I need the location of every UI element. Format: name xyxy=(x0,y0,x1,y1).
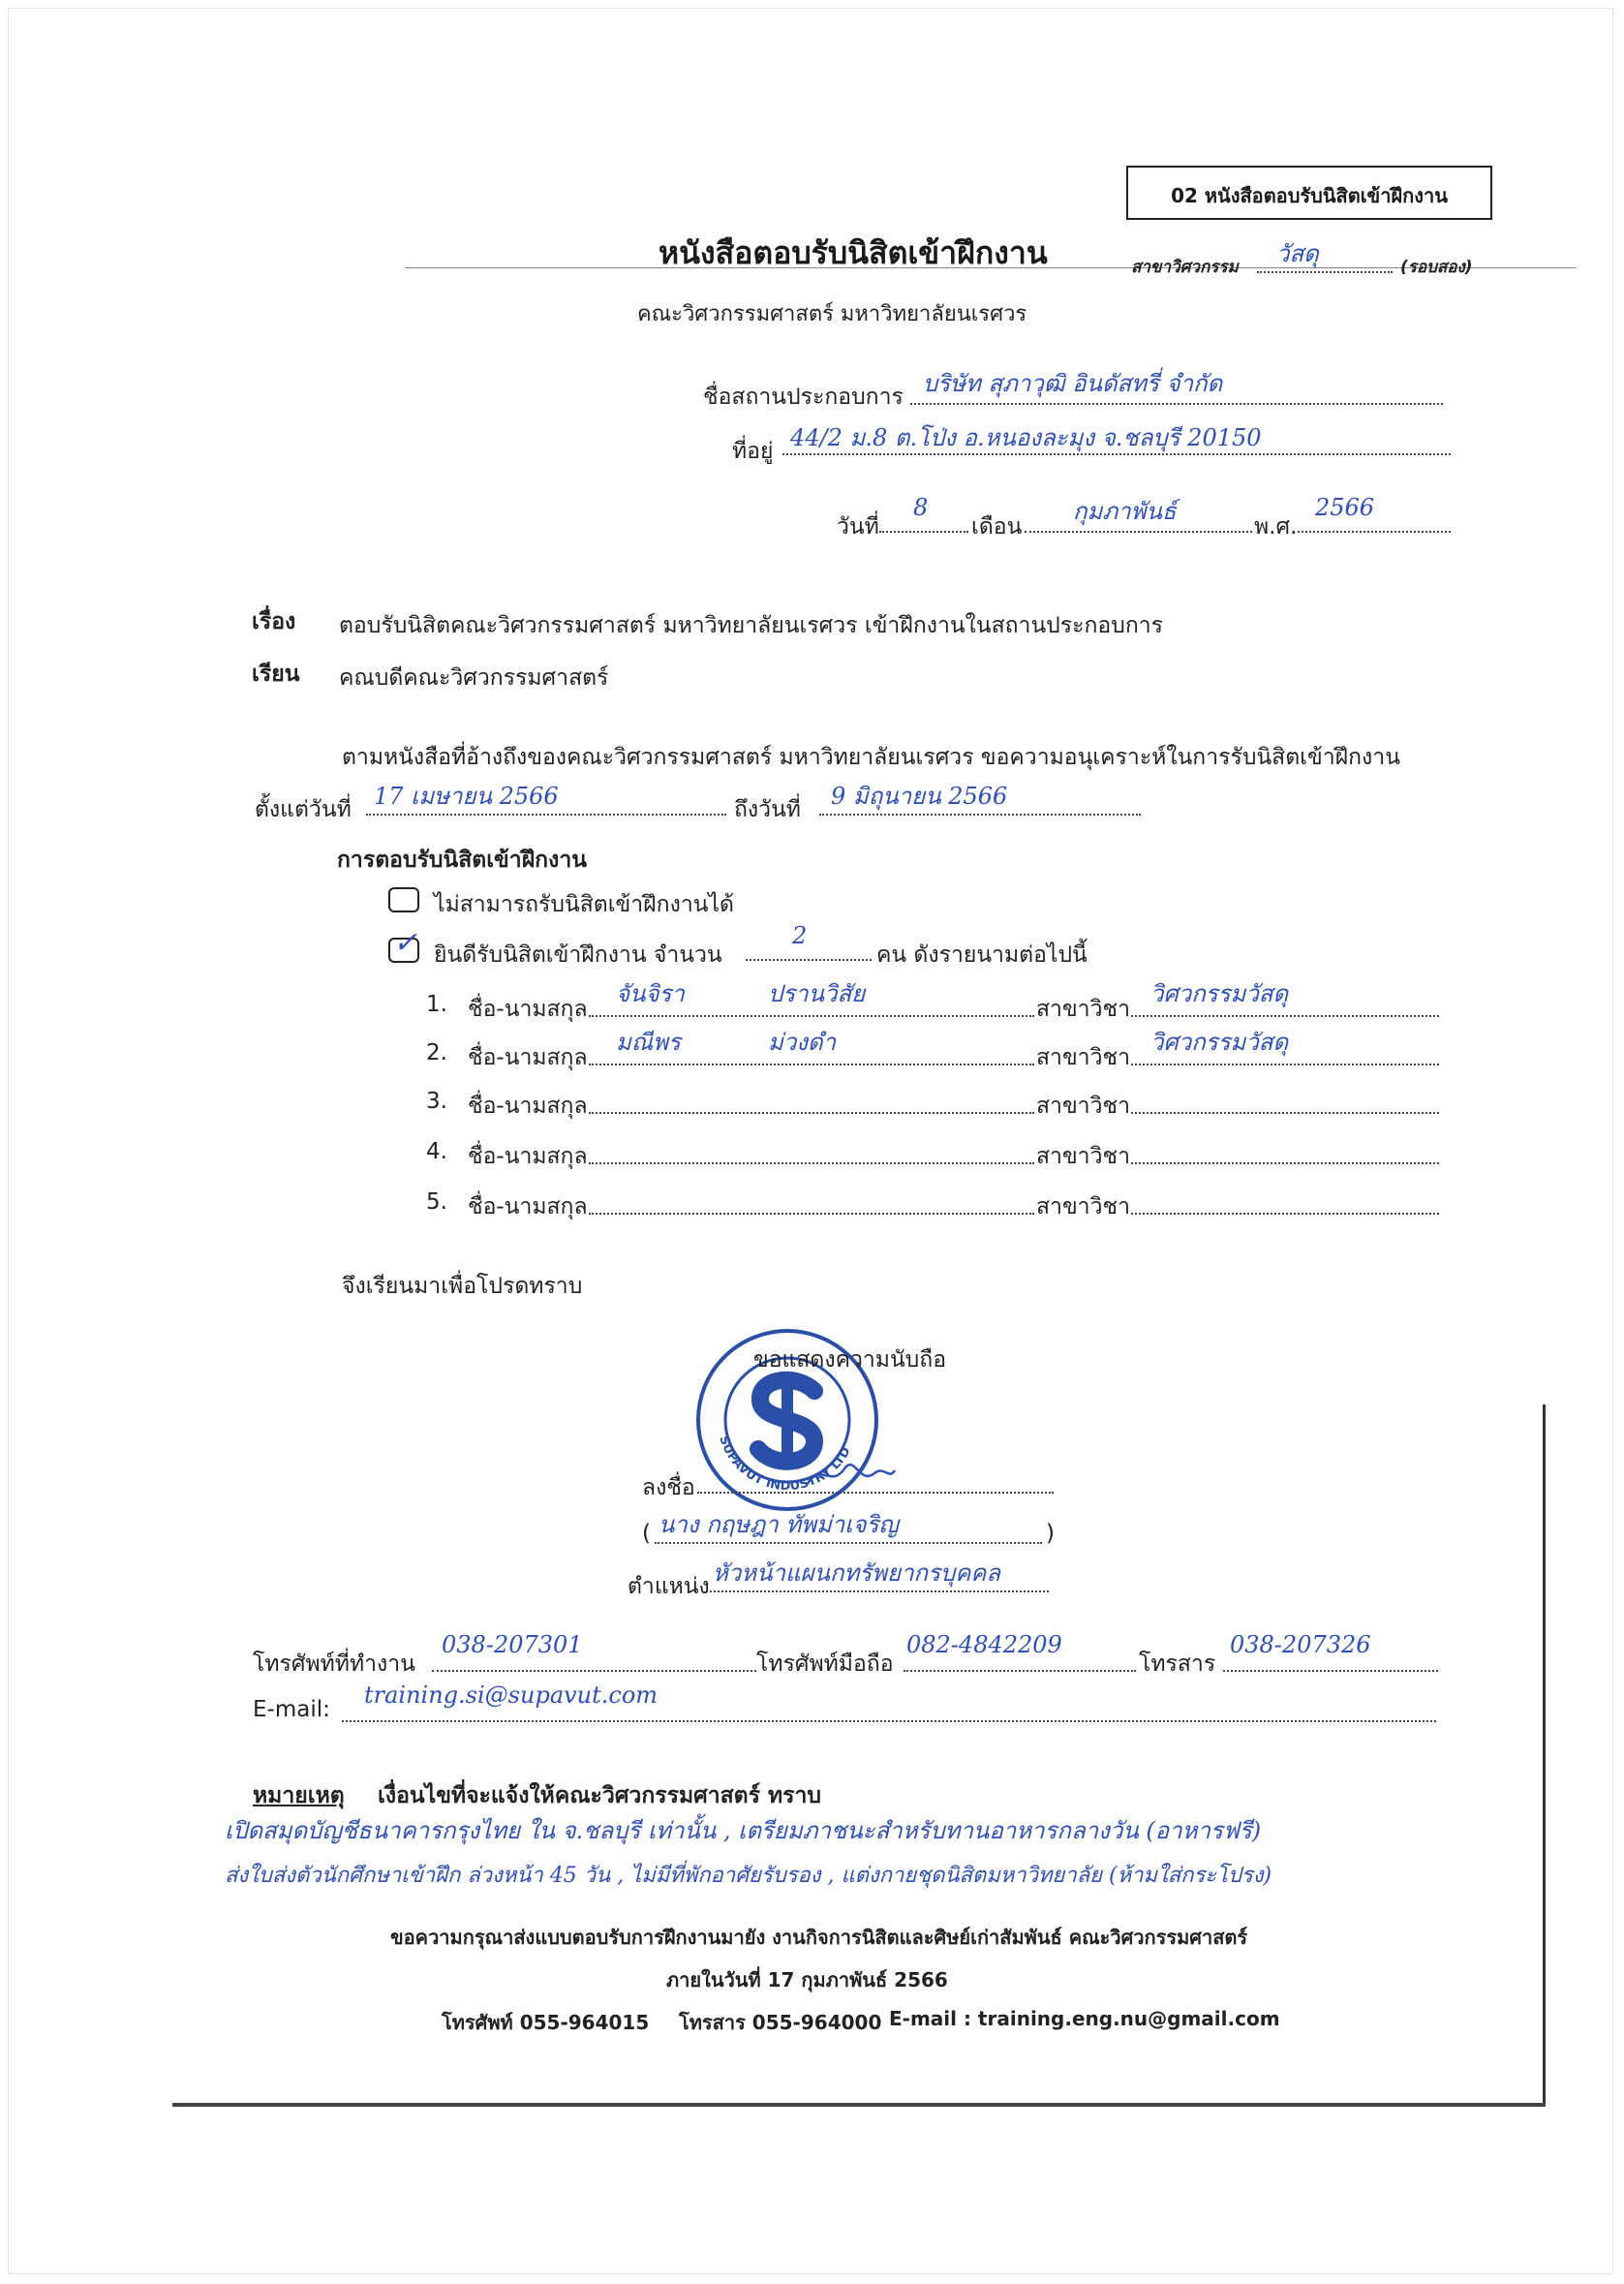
student-name-label: ชื่อ-นามสกุล xyxy=(468,1144,588,1169)
student-dept: วิศวกรรมวัสดุ xyxy=(1150,1029,1289,1056)
company-value: บริษัท สุภาวุฒิ อินดัสทรี่ จำกัด xyxy=(923,370,1223,397)
accept-count-dots xyxy=(746,959,872,961)
date-day-label: วันที่ xyxy=(837,514,879,540)
branch-value: วัสดุ xyxy=(1276,240,1319,267)
acceptance-heading: การตอบรับนิสิตเข้าฝึกงาน xyxy=(337,848,587,873)
company-dots xyxy=(910,403,1443,405)
mobile-phone: 082-4842209 xyxy=(906,1631,1062,1658)
footer-email: E-mail : training.eng.nu@gmail.com xyxy=(889,2007,1280,2030)
check-mark-icon: ✓ xyxy=(393,926,418,960)
to-label: เรียน xyxy=(252,662,300,687)
fax-dots xyxy=(1223,1670,1438,1672)
email-label: E-mail: xyxy=(253,1697,330,1722)
accept-checkbox[interactable] xyxy=(388,926,419,963)
doc-code-box xyxy=(1126,166,1492,220)
stamp-text: SUPAVUT INDUSTRY LTD xyxy=(716,1434,854,1495)
student-last-name: ม่วงดำ xyxy=(768,1029,837,1056)
email-value: training.si@supavut.com xyxy=(364,1682,659,1709)
student-first-name: มณีพร xyxy=(616,1029,681,1056)
date-month: กุมภาพันธ์ xyxy=(1073,498,1177,525)
sign-label: ลงชื่อ xyxy=(642,1475,695,1500)
student-dept-label: สาขาวิชา xyxy=(1036,1144,1131,1169)
student-name-label: ชื่อ-นามสกุล xyxy=(468,1045,588,1070)
round-label: (รอบสอง) xyxy=(1400,258,1473,277)
accept-count: 2 xyxy=(792,922,808,949)
student-no: 4. xyxy=(426,1139,447,1164)
student-dept-label: สาขาวิชา xyxy=(1036,1045,1131,1070)
regards-text: ขอแสดงความนับถือ xyxy=(753,1347,947,1373)
mobile-dots xyxy=(904,1670,1136,1672)
student-no: 5. xyxy=(426,1189,447,1215)
signature-icon xyxy=(802,1456,899,1495)
student-first-name: จันจิรา xyxy=(616,980,685,1007)
fax-label: โทรสาร xyxy=(1139,1651,1216,1677)
position-label: ตำแหน่ง xyxy=(628,1574,710,1599)
date-day-dots xyxy=(879,531,968,533)
footer-line-2: ภายในวันที่ 17 กุมภาพันธ์ 2566 xyxy=(666,1968,948,1991)
subject-text: ตอบรับนิสิตคณะวิศวกรรมศาสตร์ มหาวิทยาลัยนเรศวร เข้าฝึกงานในสถานประกอบการ xyxy=(339,613,1164,638)
branch-label: สาขาวิศวกรรม xyxy=(1131,258,1239,277)
student-name-label: ชื่อ-นามสกุล xyxy=(468,1194,588,1219)
student-name-dots xyxy=(589,1112,1034,1114)
mobile-label: โทรศัพท์มือถือ xyxy=(756,1651,894,1677)
accept-suffix: คน ดังรายนามต่อไปนี้ xyxy=(876,942,1088,968)
from-date-value: 17 เมษายน 2566 xyxy=(374,783,559,810)
company-label: ชื่อสถานประกอบการ xyxy=(703,385,904,410)
student-name-label: ชื่อ-นามสกุล xyxy=(468,1094,588,1119)
bottom-frame-line xyxy=(172,2103,1546,2107)
accept-label: ยินดีรับนิสิตเข้าฝึกงาน จำนวน xyxy=(434,942,722,968)
to-date-value: 9 มิถุนายน 2566 xyxy=(831,783,1008,810)
position-value: หัวหน้าแผนกทรัพยากรบุคคล xyxy=(713,1559,1001,1587)
date-month-dots xyxy=(1025,531,1252,533)
faculty-line: คณะวิศวกรรมศาสตร์ มหาวิทยาลัยนเรศวร xyxy=(637,302,1027,326)
student-no: 2. xyxy=(426,1040,447,1065)
date-month-label: เดือน xyxy=(971,514,1023,540)
work-phone: 038-207301 xyxy=(442,1631,583,1658)
date-year-dots xyxy=(1298,531,1451,533)
address-label: ที่อยู่ xyxy=(732,439,774,464)
form-title: หนังสือตอบรับนิสิตเข้าฝึกงาน xyxy=(659,234,1048,271)
student-last-name: ปรานวิสัย xyxy=(768,980,866,1007)
student-name-dots xyxy=(589,1015,1034,1017)
to-text: คณบดีคณะวิศวกรรมศาสตร์ xyxy=(339,665,609,691)
to-date-label: ถึงวันที่ xyxy=(734,797,801,822)
note-label: หมายเหตุ xyxy=(253,1783,345,1808)
closing-text: จึงเรียนมาเพื่อโปรดทราบ xyxy=(342,1274,583,1299)
student-name-dots xyxy=(589,1162,1034,1164)
student-name-label: ชื่อ-นามสกุล xyxy=(468,997,588,1022)
work-phone-label: โทรศัพท์ที่ทำงาน xyxy=(253,1651,415,1677)
signer-name: นาง กฤษฎา ทัพม่าเจริญ xyxy=(659,1511,899,1538)
doc-code: 02 หนังสือตอบรับนิสิตเข้าฝึกงาน xyxy=(1171,184,1448,207)
student-dept: วิศวกรรมวัสดุ xyxy=(1150,980,1289,1007)
student-dept-label: สาขาวิชา xyxy=(1036,1094,1131,1119)
footer-line-1: ขอความกรุณาส่งแบบตอบรับการฝึกงานมายัง งานกิจการนิสิตและศิษย์เก่าสัมพันธ์ คณะวิศวกรรมศาสตร์ xyxy=(390,1926,1248,1949)
date-day: 8 xyxy=(913,494,929,521)
document-page: 02 หนังสือตอบรับนิสิตเข้าฝึกงาน หนังสือตอบรับนิสิตเข้าฝึกงาน สาขาวิศวกรรม วัสดุ (รอบสอง) คณะวิศวกรรมศาสตร์ มหาวิทยาลัยนเรศวร ชื่อสถานประกอบการ บริษัท สุภาวุฒิ อินดัสทรี่ จำกัด ที่อยู่ 44/2 ม.8 ต.โป่ง อ.หนองละมุง จ.ชลบุรี 20150 วันที่ 8 เดือน กุมภาพันธ์ พ.ศ. 2566 เรื่อง ตอบรับนิสิตคณะวิศวกรรมศาสตร์ มหาวิทยาลัยนเรศวร เข้าฝึกงานในสถานประกอบการ เรียน คณบดีคณะวิศวกรรมศาสตร์ ตามหนังสือที่อ้างถึงของคณะวิศวกรรมศาสตร์ มหาวิทยาลัยนเรศวร ขอความอนุเคราะห์ในการรับนิสิตเข้าฝึกงาน ตั้งแต่วันที่ 17 เมษายน 2566 ถึงวันที่ 9 มิถุนายน 2566 การตอบรับนิสิตเข้าฝึกงาน ไม่สามารถรับนิสิตเข้าฝึกงานได้ ✓ ยินดีรับนิสิตเข้าฝึกงาน จำนวน 2 คน ดังรายนามต่อไปนี้ 1. ชื่อ-นามสกุล จันจิรา ปรานวิสัย สาขาวิชา วิศวกรรมวัสดุ 2. ชื่อ-นามสกุล มณีพร ม่วงดำ สาขาวิชา วิศวกรรมวัสดุ 3. ชื่อ-นามสกุล สาขาวิชา 4. ชื่อ-นามสกุล สาขาวิชา 5. ชื่อ-นามสกุล สาขาวิชา จึงเรียนมาเพื่อโปรดทราบ SUPAVUT INDUSTRY LTD ขอแสดงความนับถือ ลงชื่อ ( นาง กฤษฎา ทัพม่าเจริญ ) ตำแหน่ง หัวหน้าแผนกทรัพยากรบุคคล โทรศัพท์ที่ทำงาน 038-207301 โทรศัพท์มือถือ 082-4842209 โทรสาร 038-207326 E-mail: training.si@supavut.com หมายเหตุ เงื่อนไขที่จะแจ้งให้คณะวิศวกรรมศาสตร์ ทราบ เปิดสมุดบัญชีธนาคารกรุงไทย ใน จ.ชลบุรี เท่านั้น , เตรียมภาชนะสำหรับทานอาหารกลางวัน (อาหารฟรี) ส่งใบส่งตัวนักศึกษาเข้าฝึก ล่วงหน้า 45 วัน , ไม่มีที่พักอาศัยรับรอง , แต่งกายชุดนิสิตมหาวิทยาลัย (ห้ามใส่กระโปรง) ขอความกรุณาส่งแบบตอบรับการฝึกงานมายัง งานกิจการนิสิตและศิษย์เก่าสัมพันธ์ คณะวิศวกรรมศาสตร์ ภายในวันที่ 17 กุมภาพันธ์ 2566 โทรศัพท์ 055-964015 โทรสาร 055-964000 E-mail : training.eng.nu@gmail.com xyxy=(8,8,1613,2274)
note-line-2: ส่งใบส่งตัวนักศึกษาเข้าฝึก ล่วงหน้า 45 วัน , ไม่มีที่พักอาศัยรับรอง , แต่งกายชุดนิสิตมหาวิทยาลัย (ห้ามใส่กระโปรง) xyxy=(225,1864,1272,1888)
date-year-label: พ.ศ. xyxy=(1254,514,1298,540)
student-dept-dots xyxy=(1131,1064,1439,1065)
note-heading: เงื่อนไขที่จะแจ้งให้คณะวิศวกรรมศาสตร์ ทราบ xyxy=(378,1783,822,1808)
note-line-1: เปิดสมุดบัญชีธนาคารกรุงไทย ใน จ.ชลบุรี เท่านั้น , เตรียมภาชนะสำหรับทานอาหารกลางวัน (อาหารฟรี) xyxy=(225,1817,1262,1844)
date-year: 2566 xyxy=(1315,494,1375,521)
body-line1: ตามหนังสือที่อ้างถึงของคณะวิศวกรรมศาสตร์ มหาวิทยาลัยนเรศวร ขอความอนุเคราะห์ในการรับนิสิตเข้าฝึกงาน xyxy=(342,745,1400,770)
student-dept-dots xyxy=(1131,1112,1439,1114)
student-no: 3. xyxy=(426,1089,447,1114)
student-dept-dots xyxy=(1131,1162,1439,1164)
student-name-dots xyxy=(589,1213,1034,1215)
address-value: 44/2 ม.8 ต.โป่ง อ.หนองละมุง จ.ชลบุรี 20150 xyxy=(790,424,1262,451)
student-dept-dots xyxy=(1131,1015,1439,1017)
fax-value: 038-207326 xyxy=(1230,1631,1371,1658)
work-phone-dots xyxy=(432,1670,756,1672)
student-dept-dots xyxy=(1131,1213,1439,1215)
student-dept-label: สาขาวิชา xyxy=(1036,997,1131,1022)
student-no: 1. xyxy=(426,992,447,1017)
student-dept-label: สาขาวิชา xyxy=(1036,1194,1131,1219)
right-frame-line xyxy=(1543,1404,1546,2107)
reject-checkbox[interactable] xyxy=(388,887,419,912)
subject-label: เรื่อง xyxy=(252,609,296,634)
footer-fax: โทรสาร 055-964000 xyxy=(679,2011,882,2034)
student-name-dots xyxy=(589,1064,1034,1065)
footer-phone: โทรศัพท์ 055-964015 xyxy=(442,2011,650,2034)
email-dots xyxy=(342,1720,1436,1722)
branch-dots xyxy=(1257,271,1393,273)
reject-label: ไม่สามารถรับนิสิตเข้าฝึกงานได้ xyxy=(434,892,734,917)
from-date-label: ตั้งแต่วันที่ xyxy=(255,797,352,822)
